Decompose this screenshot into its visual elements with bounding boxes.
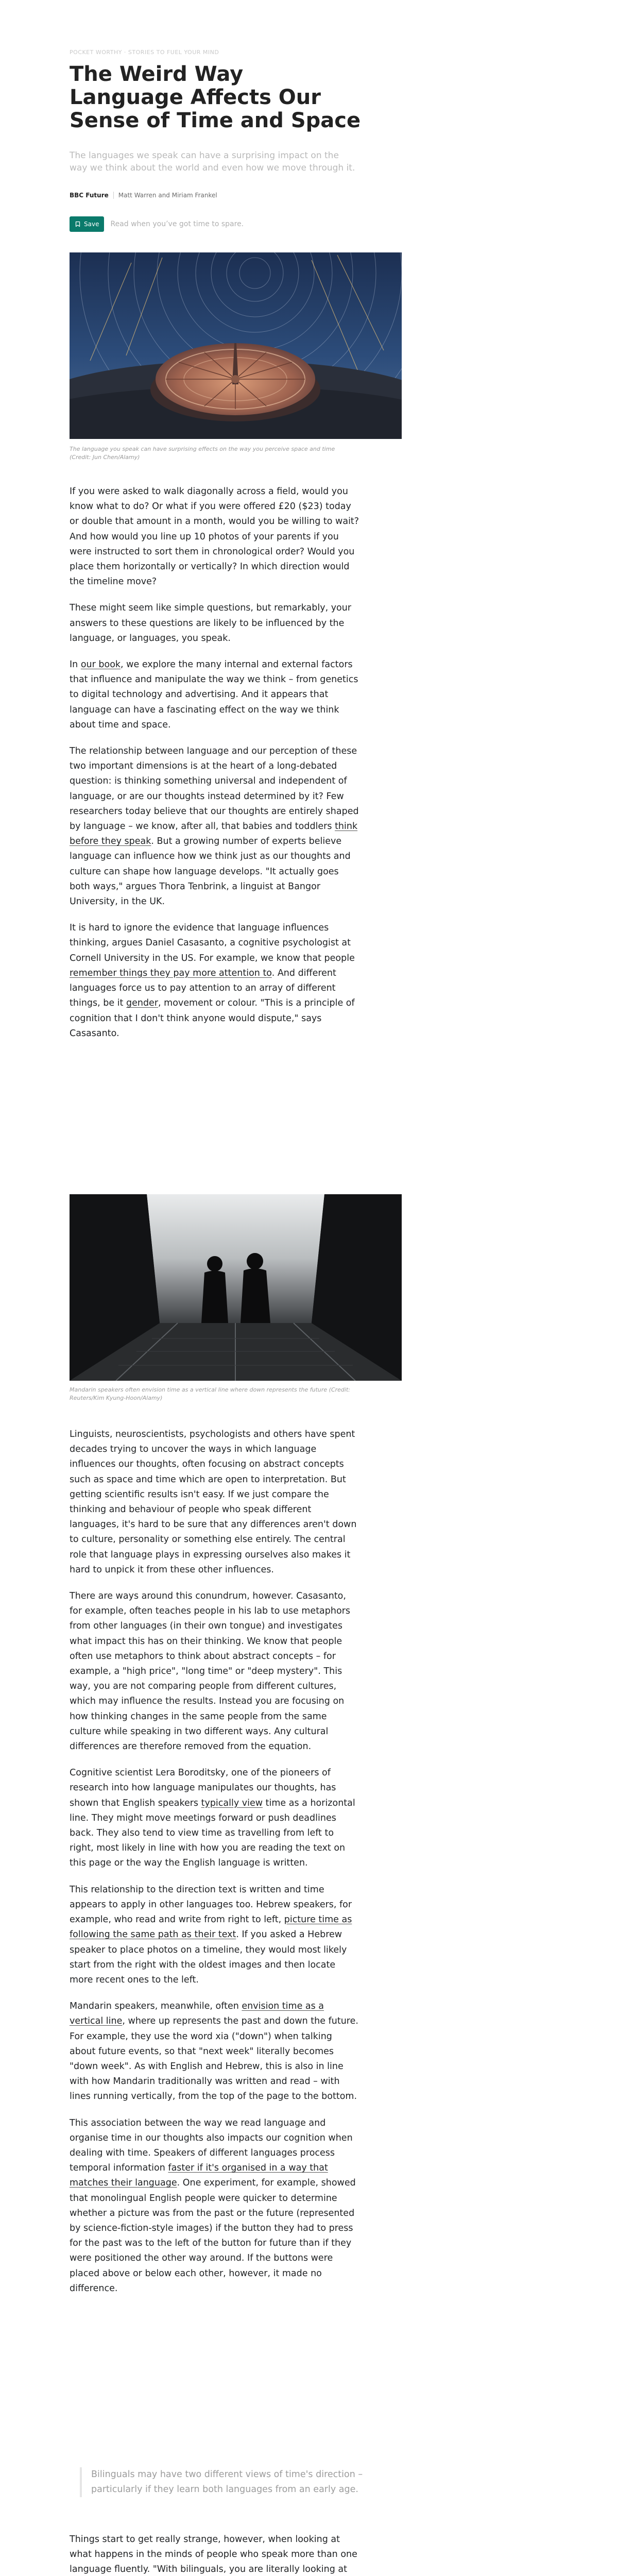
paragraph: This association between the way we read language and organise time in our thoughts also impacts our cognition when dealing with time. Speakers of different languages process temporal information faster if it's organised in a way that matches their language. One experiment, for example, showed that monolingual English people were quicker to determine whether a picture was from the past or the future (represented by science-fiction-style images) if the button they had to press for the past was to the left of the button for future than if they were positioned the other way around. If the buttons were placed above or below each other, however, it made no difference. bbox=[70, 2117, 356, 2294]
paragraph: Things start to get really strange, however, when looking at what happens in the minds of people who speak more than one language fluently. "With bilinguals, you are literally looking at bbox=[70, 2534, 357, 2575]
save-button-label: Save bbox=[84, 221, 99, 228]
article-title: The Weird Way Language Affects Our Sense of Time and Space bbox=[70, 62, 361, 132]
paragraph: In our book, we explore the many internal and external factors that influence and manipulate the way we think – from genetics to digital technology and advertising. And it appears that language can have a fascinating effect on the way we think about time and space. bbox=[70, 659, 358, 730]
escalator-silhouette-image bbox=[70, 1194, 402, 1381]
paragraph: Cognitive scientist Lera Boroditsky, one of the pioneers of research into how language manipulates our thoughts, has shown that English speakers typically view time as a horizontal line. They might move meetings forward or push deadlines back. They also tend to view time as travelling from left to right, most likely in line with how you are reading the text on this page or the way the English language is written. bbox=[70, 1768, 355, 1869]
gender-link[interactable]: gender bbox=[126, 998, 159, 1009]
save-button[interactable] bbox=[70, 216, 104, 232]
paragraph: The relationship between language and our perception of these two important dimensions is at the heart of a long-debated question: is thinking something universal and independent of language, or are our thoughts instead determined by it? Few researchers today believe that our thoughts are entirely shaped by language – we know, after all, that babies and toddlers think before they speak. But a growing number of experts believe language can influence how we think just as our thoughts and culture can shape how language develops. "It actually goes both ways," argues Thora Tenbrink, a linguist at Bangor University, in the UK. bbox=[70, 746, 359, 907]
vertical-line-link[interactable]: envision time as a vertical line bbox=[70, 2001, 324, 2027]
our-book-link[interactable]: our book bbox=[80, 659, 121, 670]
paragraph: Mandarin speakers, meanwhile, often envision time as a vertical line, where up represents the past and down the future. For example, they use the word xia ("down") when talking about future events, so that "next week" literally becomes "down week". As with English and Hebrew, this is also in line with how Mandarin traditionally was written and read – with lines running vertically, from the top of the page to the bottom. bbox=[70, 2001, 358, 2102]
paragraph: Linguists, neuroscientists, psychologists and others have spent decades trying to uncover the ways in which language influences our thoughts, often focusing on abstract concepts such as space and time which are open to interpretation. But getting scientific results isn't easy. If we just compare the thinking and behaviour of people who speak different languages, it's hard to be sure that any differences aren't down to culture, personality or something else entirely. The central role that language plays in expressing ourselves also makes it hard to unpick it from these other influences. bbox=[70, 1429, 357, 1575]
remember-things-link[interactable]: remember things they pay more attention to bbox=[70, 968, 272, 978]
pull-quote: Bilinguals may have two different views of time's direction – particularly if they learn both languages from an early age. bbox=[80, 2467, 369, 2497]
think-before-they-speak-link[interactable]: think before they speak bbox=[70, 821, 358, 847]
save-hint: Read when you’ve got time to spare. bbox=[110, 220, 244, 228]
hero-caption: The language you speak can have surprising effects on the way you perceive space and time (Credit: Jun Chen/Alamy) bbox=[70, 446, 335, 461]
escalator-image bbox=[70, 1194, 402, 1381]
faster-if-organised-link[interactable]: faster if it's organised in a way that matches their language bbox=[70, 2163, 328, 2189]
escalator-caption: Mandarin speakers often envision time as a vertical line where down represents the future (Credit: Reuters/Kim Kyung-Hoon/Alamy) bbox=[70, 1386, 350, 1401]
typically-view-link[interactable]: typically view bbox=[201, 1798, 263, 1808]
article-kicker: POCKET WORTHY · STORIES TO FUEL YOUR MIND bbox=[70, 49, 219, 56]
save-row bbox=[70, 216, 244, 232]
article-body-part-3 bbox=[70, 2532, 359, 2576]
paragraph: These might seem like simple questions, but remarkably, your answers to these questions are likely to be influenced by the language, or languages, you speak. bbox=[70, 603, 352, 643]
save-icon bbox=[75, 221, 81, 227]
author-names: Matt Warren and Miriam Frankel bbox=[118, 192, 217, 199]
paragraph: If you were asked to walk diagonally across a field, would you know what to do? Or what if you were offered £20 ($23) today or double that amount in a month, would you be willing to wait? And how would you line up 10 photos of your parents if you were instructed to sort them in chronological order? Would you place them horizontally or vertically? In which direction would the timeline move? bbox=[70, 486, 359, 587]
picture-time-link[interactable]: picture time as following the same path as their text bbox=[70, 1914, 352, 1940]
paragraph: There are ways around this conundrum, however. Casasanto, for example, often teaches people in his lab to use metaphors from other languages (in their own tongue) and investigates what impact this has on their thinking. We know that people often use metaphors to think about abstract concepts – for example, a "high price", "long time" or "deep mystery". This way, you are not comparing people from different cultures, which may influence the results. Instead you are focusing on how thinking changes in the same people from the same culture while speaking in two different ways. Any cultural differences are therefore removed from the equation. bbox=[70, 1591, 351, 1752]
article-standfirst: The languages we speak can have a surprising impact on the way we think about the world and even how we move through it. bbox=[70, 150, 355, 173]
article-body-part-2 bbox=[70, 1427, 359, 2308]
paragraph: It is hard to ignore the evidence that language influences thinking, argues Daniel Casasanto, a cognitive psychologist at Cornell University in the US. For example, we know that people remember things they pay more attention to. And different languages force us to pay attention to an array of different things, be it gender, movement or colour. "This is a principle of cognition that I don't think anyone would dispute," says Casasanto. bbox=[70, 923, 355, 1039]
byline bbox=[70, 192, 217, 199]
article-body-part-1 bbox=[70, 484, 359, 1053]
paragraph: This relationship to the direction text is written and time appears to apply in other languages too. Hebrew speakers, for example, who read and write from right to left, picture time as following the same path as their text. If you asked a Hebrew speaker to place photos on a timeline, they would most likely start from the right with the oldest images and then locate more recent ones to the left. bbox=[70, 1884, 352, 1985]
source-name[interactable]: BBC Future bbox=[70, 192, 109, 199]
star-trails-sundial-image bbox=[70, 252, 402, 439]
hero-image bbox=[70, 252, 402, 439]
byline-divider bbox=[113, 192, 114, 199]
